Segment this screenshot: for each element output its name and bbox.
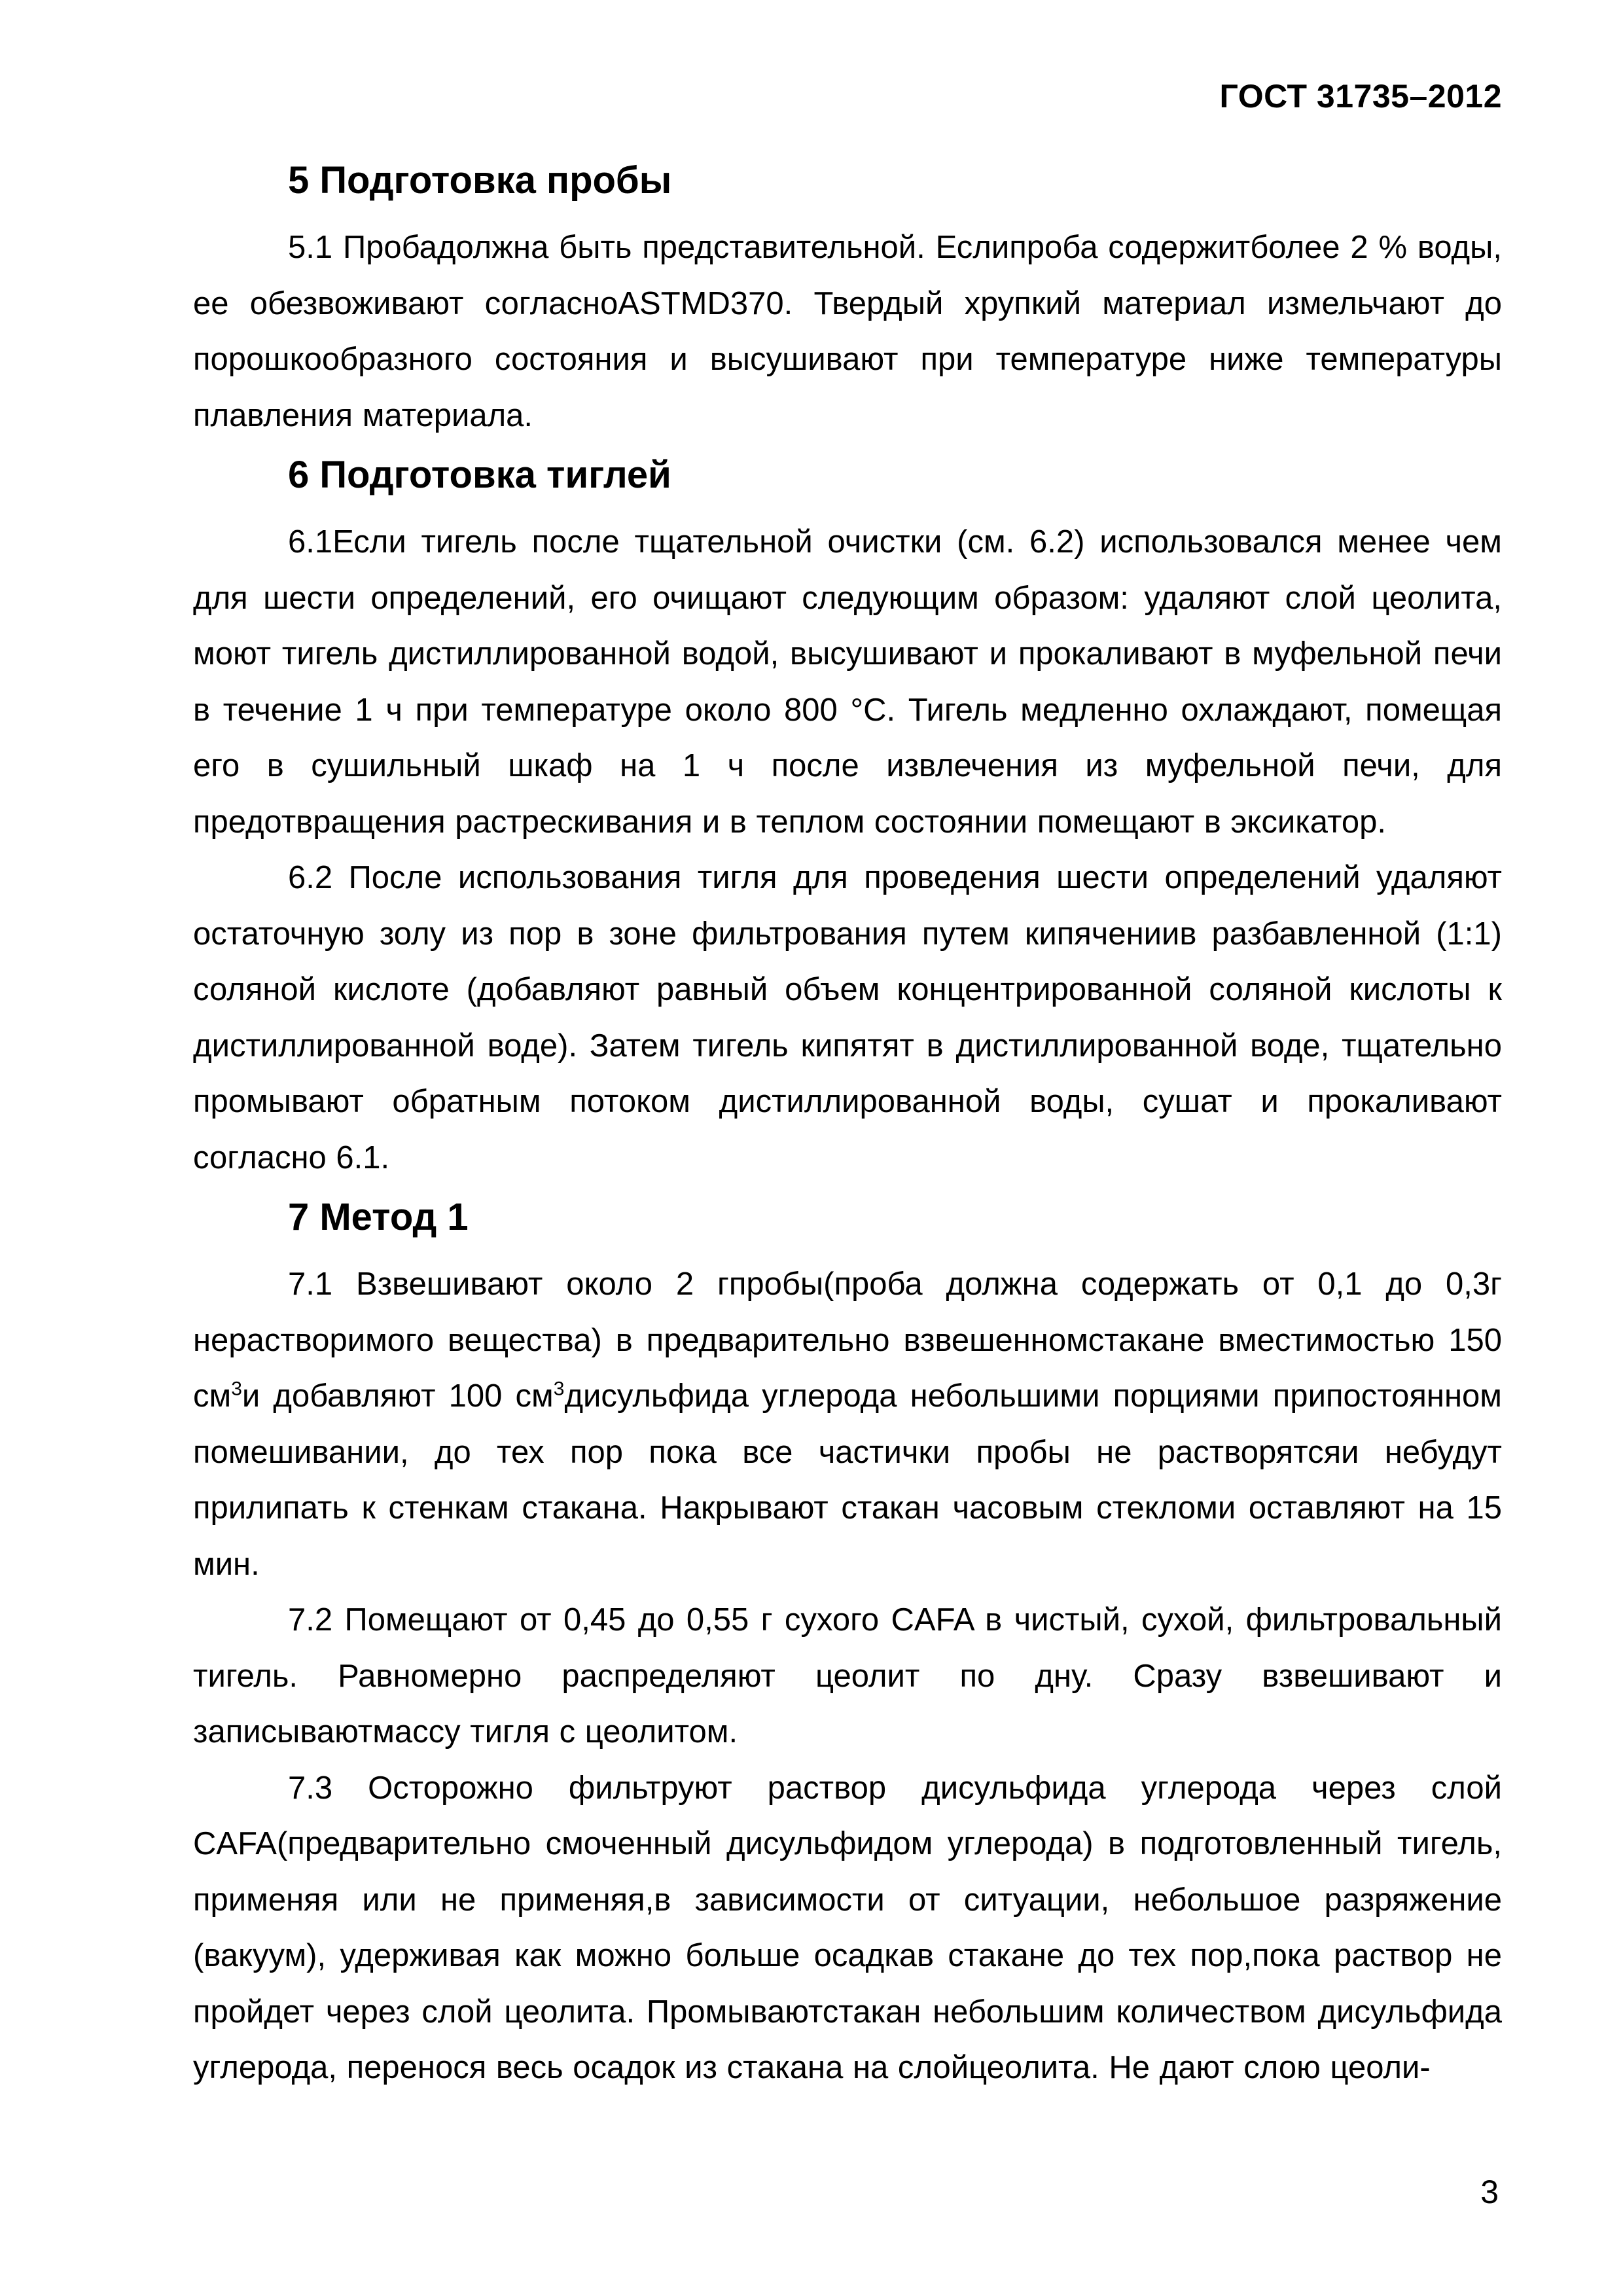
- superscript: 3: [231, 1378, 242, 1400]
- section-heading: 6 Подготовка тиглей: [288, 454, 671, 496]
- paragraph: 7.2 Помещают от 0,45 до 0,55 г сухого CAFA в чистый, сухой, фильтровальный тигель. Равномерно распределяют цеолит по дну. Сразу взвешивают и записываютмассу тигля с цеолитом.: [193, 1602, 1502, 1749]
- section-heading: 5 Подготовка пробы: [288, 159, 672, 202]
- superscript: 3: [553, 1378, 565, 1400]
- text-run: дисульфида углерода небольшими порциями припостоянном помешивании, до тех пор пока все частички пробы не растворятсяи небудут прилипать к стенкам стакана. Накрывают стакан часовым стекломи оставляют на 15 мин.: [193, 1378, 1502, 1582]
- document-body: [193, 149, 1502, 2096]
- paragraph: 6.2 После использования тигля для проведения шести определений удаляют остаточную золу из пор в зоне фильтрования путем кипячениив разбавленной (1:1) соляной кислоте (добавляют равный объем концентрированной соляной кислоты к дистиллированной воде). Затем тигель кипятят в дистиллированной воде, тщательно промывают обратным потоком дистиллированной воды, сушат и прокаливают согласно 6.1.: [193, 860, 1502, 1175]
- section-heading: 7 Метод 1: [288, 1196, 469, 1238]
- paragraph: 6.1Если тигель после тщательной очистки (см. 6.2) использовался менее чем для шести определений, его очищают следующим образом: удаляют слой цеолита, моют тигель дистиллированной водой, высушивают и прокаливают в муфельной печи в течение 1 ч при температуре около 800 °С. Тигель медленно охлаждают, помещая его в сушильный шкаф на 1 ч после извлечения из муфельной печи, для предотвращения растрескивания и в теплом состоянии помещают в эксикатор.: [193, 524, 1502, 840]
- page-number: 3: [1480, 2174, 1499, 2210]
- paragraph: 5.1 Пробадолжна быть представительной. Еслипроба содержитболее 2 % воды, ее обезвоживают согласноASTMD370. Твердый хрупкий материал измельчают до порошкообразного состояния и высушивают при температуре ниже температуры плавления материала.: [193, 230, 1502, 433]
- paragraph: 7.3 Осторожно фильтруют раствор дисульфида углерода через слой CAFA(предварительно смоченный дисульфидом углерода) в подготовленный тигель, применяя или не применяя,в зависимости от ситуации, небольшое разряжение (вакуум), удерживая как можно больше осадкав стакане до тех пор,пока раствор не пройдет через слой цеолита. Промываютстакан небольшим количеством дисульфида углерода, перенося весь осадок из стакана на слойцеолита. Не дают слою цеоли-: [193, 1770, 1502, 2085]
- paragraph-7-1: [193, 1257, 1502, 1592]
- text-run: 7.1 Взвешивают около 2 гпробы(проба должна содержать от 0,1 до 0,3г нерастворимого вещества) в предварительно взвешенномстакане вместимостью 150 см: [193, 1266, 1502, 1414]
- text-run: и добавляют 100 см: [241, 1378, 554, 1414]
- standard-code-header: ГОСТ 31735–2012: [1219, 78, 1502, 115]
